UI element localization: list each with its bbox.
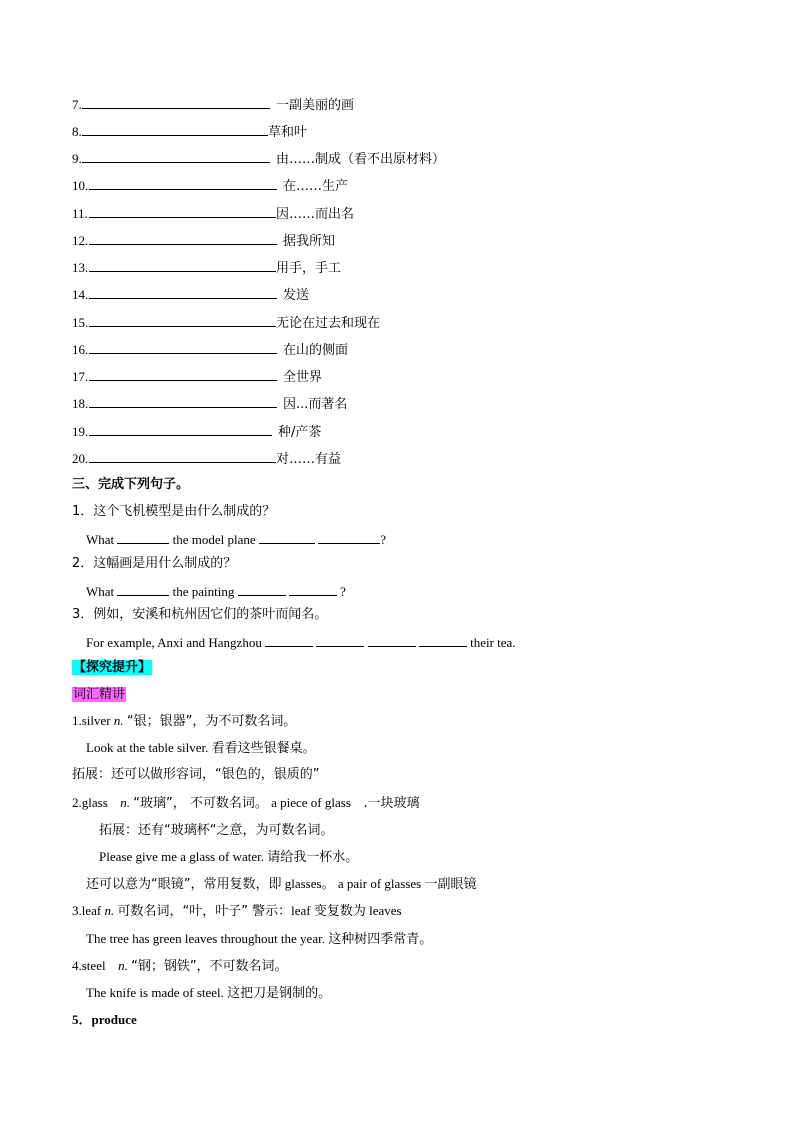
q1-blank-2[interactable] (259, 530, 315, 544)
silver-def: “银；银器”，为不可数名词。 (126, 714, 297, 729)
phrase-chinese: 用手，手工 (276, 261, 342, 276)
phrase-row (72, 340, 348, 358)
phrase-number: 20. (72, 451, 89, 466)
silver-example-en: Look at the table silver. (86, 740, 209, 755)
silver-example-zh: 看看这些银餐桌。 (211, 741, 316, 756)
q2-text-b: the painting (172, 584, 235, 599)
vocab-silver-extension: 拓展：还可以做形容词，“银色的，银质的” (72, 767, 320, 782)
phrase-row (72, 176, 348, 194)
phrase-number: 14. (72, 287, 89, 302)
q1-text-b: the model plane (172, 532, 256, 547)
phrase-chinese: 种/产茶 (278, 425, 322, 440)
q1-blank-1[interactable] (117, 530, 169, 544)
leaf-def-en2: leaves (369, 903, 402, 918)
section-heading: 三、完成下列句子。 (72, 477, 190, 492)
q1-text-a: What (86, 532, 115, 547)
glass-ext2-phrase-zh: 一副眼镜 (424, 877, 477, 892)
q3-text-a: For example, Anxi and Hangzhou (86, 635, 262, 650)
glass-example-zh: 请给我一杯水。 (267, 850, 359, 865)
q3-blank-4[interactable] (419, 633, 467, 647)
answer-blank[interactable] (89, 231, 277, 245)
q3-blank-3[interactable] (368, 633, 416, 647)
glass-ext2-zh: 还可以意为“眼镜”，常用复数，即 (86, 877, 282, 892)
phrase-number: 18. (72, 396, 89, 411)
answer-blank[interactable] (82, 149, 270, 163)
answer-blank[interactable] (89, 285, 277, 299)
phrase-row (72, 285, 309, 303)
leaf-def-zh2: 变复数为 (313, 904, 366, 919)
phrase-number: 19. (72, 424, 89, 439)
phrase-chinese: 一副美丽的画 (276, 98, 355, 113)
glass-phrase-en: a piece of glass (271, 795, 351, 810)
phrase-number: 8. (72, 124, 82, 139)
q1-blank-3[interactable] (318, 530, 380, 544)
question-1-zh: 1．这个飞机模型是由什么制成的？ (72, 504, 276, 519)
phrase-row (72, 95, 354, 113)
vocab-steel-head (72, 957, 288, 975)
vocab-glass-extension-2 (86, 875, 477, 893)
phrase-chinese: 对……有益 (276, 452, 342, 467)
phrase-chinese: 草和叶 (268, 125, 308, 140)
phrase-chinese: 因……而出名 (276, 207, 355, 222)
vocab-tag: 词汇精讲 (73, 687, 126, 702)
phrase-row (72, 258, 341, 276)
answer-blank[interactable] (89, 313, 276, 327)
q2-blank-3[interactable] (289, 582, 337, 596)
glass-ext2-sep: 。 (321, 877, 335, 892)
question-2-zh: 2．这幅画是用什么制成的？ (72, 556, 237, 571)
answer-blank[interactable] (89, 422, 272, 436)
q2-blank-1[interactable] (117, 582, 169, 596)
phrase-row (72, 122, 307, 140)
q2-end: ? (340, 584, 346, 599)
answer-blank[interactable] (89, 340, 277, 354)
answer-blank[interactable] (89, 449, 276, 463)
phrase-number: 11. (72, 206, 88, 221)
leaf-example-en: The tree has green leaves throughout the year. (86, 931, 325, 946)
q3-blank-1[interactable] (265, 633, 313, 647)
leaf-example-zh: 这种树四季常青。 (328, 932, 433, 947)
steel-pos: n. (118, 958, 128, 973)
phrase-number: 17. (72, 369, 89, 384)
glass-example-en: Please give me a glass of water. (99, 849, 264, 864)
silver-pos: n. (113, 713, 124, 728)
question-1-en (86, 530, 386, 548)
phrase-chinese: 全世界 (283, 370, 323, 385)
phrase-number: 16. (72, 342, 89, 357)
phrase-row (72, 313, 380, 331)
vocab-glass-extension (99, 821, 333, 839)
leaf-def-en: leaf (291, 903, 311, 918)
vocab-silver-head (72, 712, 296, 730)
answer-blank[interactable] (89, 367, 277, 381)
explore-tag: 【探究提升】 (73, 660, 152, 675)
answer-blank[interactable] (89, 258, 276, 272)
steel-def: “钢；钢铁”，不可数名词。 (131, 959, 288, 974)
vocab-silver-example (86, 739, 316, 757)
phrase-row (72, 422, 321, 440)
phrase-row (72, 204, 354, 222)
glass-pos: n. (120, 795, 130, 810)
vocab-leaf-example (86, 930, 432, 948)
answer-blank[interactable] (89, 204, 276, 218)
glass-ext2-en: glasses (284, 876, 322, 891)
phrase-row (72, 367, 322, 385)
phrase-number: 15. (72, 315, 89, 330)
vocab-glass-example (99, 848, 358, 866)
phrase-chinese: 在山的侧面 (283, 343, 349, 358)
answer-blank[interactable] (82, 95, 270, 109)
phrase-row (72, 449, 341, 467)
vocab-glass-head (72, 794, 420, 812)
phrase-row (72, 149, 445, 167)
glass-def: “玻璃”， 不可数名词。 (133, 796, 268, 811)
leaf-pos: n. (104, 903, 115, 918)
answer-blank[interactable] (89, 394, 277, 408)
steel-example-en: The knife is made of steel. (86, 985, 224, 1000)
glass-phrase-zh: .一块玻璃 (363, 796, 420, 811)
phrase-chinese: 由……制成（看不出原材料） (276, 152, 446, 167)
phrase-chinese: 因...而著名 (283, 397, 348, 412)
phrase-number: 12. (72, 233, 89, 248)
explore-tag-line (72, 658, 152, 676)
phrase-number: 7. (72, 97, 82, 112)
q3-blank-2[interactable] (316, 633, 364, 647)
q1-end: ? (380, 532, 386, 547)
answer-blank[interactable] (82, 122, 268, 136)
phrase-chinese: 据我所知 (283, 234, 336, 249)
steel-example-zh: 这把刀是钢制的。 (227, 986, 332, 1001)
silver-word: 1.silver (72, 713, 111, 728)
vocab-steel-example (86, 984, 331, 1002)
leaf-def: 可数名词，“叶，叶子” 警示： (117, 904, 292, 919)
phrase-number: 9. (72, 151, 82, 166)
vocab-produce-head: 5．produce (72, 1012, 137, 1027)
phrase-row (72, 231, 335, 249)
steel-word: 4.steel (72, 958, 106, 973)
leaf-word: 3.leaf (72, 903, 102, 918)
glass-ext2-phrase-en: a pair of glasses (337, 876, 422, 891)
phrase-number: 10. (72, 178, 89, 193)
phrase-chinese: 在……生产 (283, 179, 349, 194)
glass-ext: 拓展：还有“玻璃杯“之意，为可数名词。 (99, 823, 334, 838)
q3-text-b: their tea. (470, 635, 516, 650)
vocab-leaf-head (72, 902, 402, 920)
question-3-en (86, 633, 516, 651)
question-3-zh: 3．例如，安溪和杭州因它们的茶叶而闻名。 (72, 607, 328, 622)
glass-word: 2.glass (72, 795, 108, 810)
question-2-en (86, 582, 346, 600)
phrase-chinese: 发送 (283, 288, 310, 303)
vocab-tag-line (72, 685, 126, 703)
q2-blank-2[interactable] (238, 582, 286, 596)
phrase-row (72, 394, 347, 412)
phrase-chinese: 无论在过去和现在 (276, 316, 381, 331)
phrase-number: 13. (72, 260, 89, 275)
q2-text-a: What (86, 584, 115, 599)
answer-blank[interactable] (89, 176, 277, 190)
